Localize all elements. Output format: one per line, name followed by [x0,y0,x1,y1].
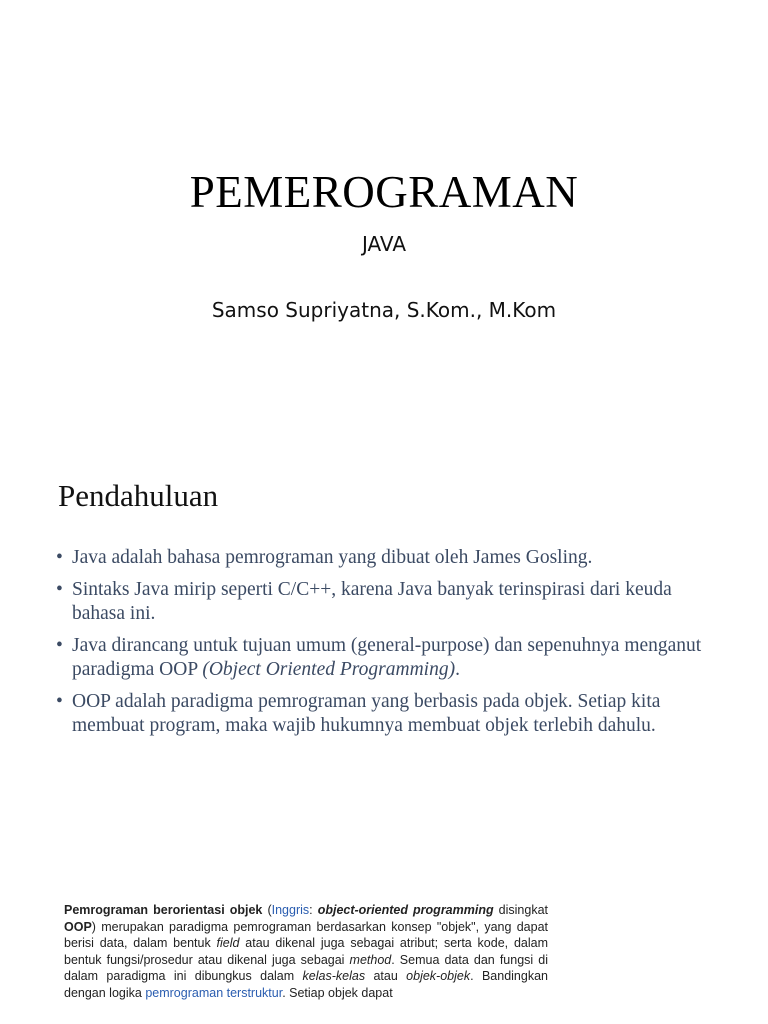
bullet-icon: • [56,579,63,600]
title-slide [0,0,768,440]
bullet-item [56,546,716,570]
bullet-item [56,690,716,738]
term-kelas: kelas-kelas [302,969,366,983]
term-oop: OOP [64,919,92,934]
definition-slide [0,860,768,1024]
definition-paragraph [64,902,548,1001]
bullet-icon: • [56,547,63,568]
slide-subtitle: JAVA [361,232,407,256]
bullet-text: Sintaks Java mirip seperti C/C++, karena Java banyak terinspirasi dari keuda bahasa ini. [72,579,672,624]
link-pemrograman-terstruktur[interactable]: pemrograman terstruktur [145,985,283,1000]
bullet-text: Java dirancang untuk tujuan umum (general-purpose) dan sepenuhnya menganut paradigma OOP [72,635,702,680]
author-name: Samso Supriyatna, S.Kom., M.Kom [211,298,557,322]
slide-heading: Pendahuluan [58,478,219,513]
bullet-item [56,634,716,682]
text-run: . Semua data dan fungsi di dalam paradigma ini dibungkus dalam [64,952,548,983]
text-run: ( [262,903,272,917]
bullet-icon: • [56,691,63,712]
term-english: object-oriented programming [317,903,494,917]
term-field: field [216,936,240,950]
term-objek: objek-objek [406,969,471,983]
bullet-text: Java adalah bahasa pemrograman yang dibuat oleh James Gosling. [72,547,593,568]
bullet-text: OOP adalah paradigma pemrograman yang berbasis pada objek. Setiap kita membuat program, maka wajib hukumnya membuat objek terlebih dahulu. [72,691,661,736]
text-run: . Setiap objek dapat [282,985,393,1000]
intro-slide [0,440,768,860]
bullet-italic-text: (Object Oriented Programming) [202,659,456,680]
text-run: : [309,903,318,917]
text-run: atau dikenal juga sebagai atribut; serta kode, dalam bentuk fungsi/prosedur atau dikenal juga sebagai [64,936,548,967]
text-run: disingkat [493,903,549,917]
bullet-list [56,546,716,746]
bullet-tail: . [455,659,460,680]
text-run: . Bandingkan dengan logika [64,969,548,1000]
term-method: method [349,952,392,967]
term-bold: Pemrograman berorientasi objek [64,903,263,917]
bullet-icon: • [56,635,63,656]
link-inggris[interactable]: Inggris [271,903,310,917]
bullet-item [56,578,716,626]
slide-title: PEMEROGRAMAN [189,167,579,217]
text-run: ) merupakan paradigma pemrograman berdasarkan konsep "objek", yang dapat berisi data, dalam bentuk [64,919,548,950]
text-run: atau [365,969,407,983]
